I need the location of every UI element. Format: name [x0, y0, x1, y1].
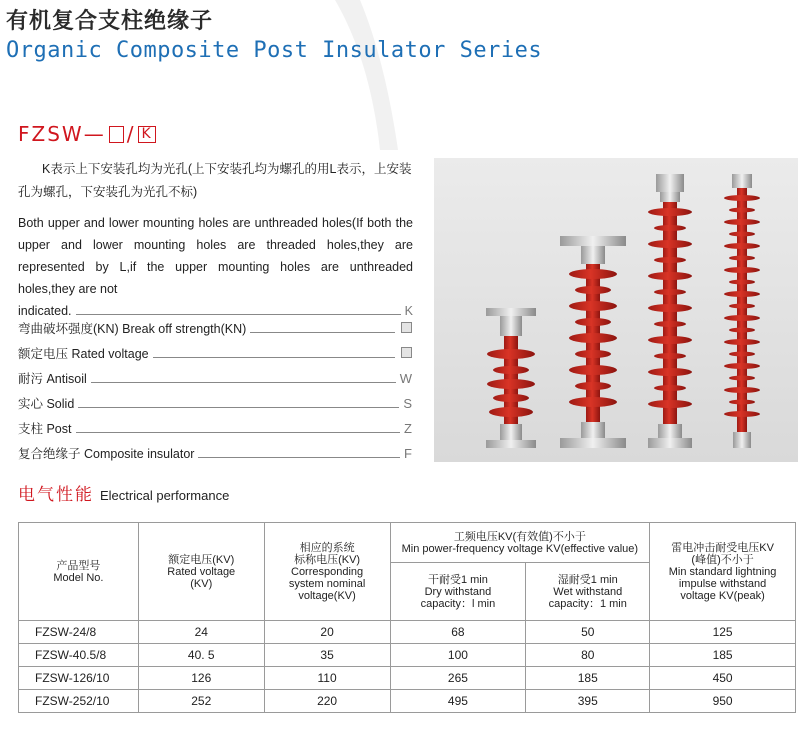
- description-en-last: indicated.: [18, 304, 72, 318]
- leader-line: [250, 332, 395, 333]
- spec-label: 复合绝缘子 Composite insulator: [18, 447, 195, 461]
- table-row: [19, 690, 796, 713]
- header-dry-withstand: 干耐受1 min Dry withstand capacity：l min: [390, 563, 526, 621]
- page-title-en: Organic Composite Post Insulator Series: [6, 38, 543, 63]
- model-code-suffix: K: [138, 126, 155, 143]
- page-title-cn: 有机复合支柱绝缘子: [6, 9, 214, 34]
- cell-model: FZSW-24/8: [19, 621, 139, 644]
- placeholder-box-icon: [401, 347, 412, 358]
- insulator-medium: [560, 236, 626, 448]
- leader-line: [76, 432, 401, 433]
- model-code-designation: [18, 122, 156, 146]
- table-header-row: [19, 523, 796, 563]
- cell-wet: 80: [526, 644, 650, 667]
- leader-line: [91, 382, 396, 383]
- electrical-title-en: Electrical performance: [100, 488, 230, 503]
- header-wet-withstand: 湿耐受1 min Wet withstand capacity：1 min: [526, 563, 650, 621]
- cell-rated: 40. 5: [138, 644, 264, 667]
- cell-dry: 100: [390, 644, 526, 667]
- model-code-prefix: FZSW: [18, 122, 84, 146]
- cell-dry: 265: [390, 667, 526, 690]
- cell-system: 35: [264, 644, 390, 667]
- leader-line: [76, 314, 401, 315]
- spec-label: 额定电压 Rated voltage: [18, 347, 149, 361]
- insulator-small: [486, 308, 536, 448]
- cell-model: FZSW-126/10: [19, 667, 139, 690]
- description-en: [18, 212, 413, 322]
- model-code-slash: /: [126, 122, 136, 146]
- spec-label: 弯曲破坏强度(KN) Break off strength(KN): [18, 322, 247, 336]
- insulators-illustration: [434, 158, 798, 462]
- cell-model: FZSW-252/10: [19, 690, 139, 713]
- header-power-frequency: 工频电压KV(有效值)不小于 Min power-frequency voltage KV(effective value): [390, 523, 650, 563]
- electrical-title-cn: 电气性能: [18, 485, 94, 504]
- spec-label: 实心 Solid: [18, 397, 75, 411]
- cell-model: FZSW-40.5/8: [19, 644, 139, 667]
- table-row: [19, 621, 796, 644]
- product-photo: [434, 158, 798, 462]
- insulator-tallest: [724, 174, 760, 448]
- header-rated-voltage: 额定电压(KV) Rated voltage (KV): [138, 523, 264, 621]
- table-row: [19, 644, 796, 667]
- cell-dry: 495: [390, 690, 526, 713]
- spec-code: F: [404, 446, 412, 461]
- model-code-dash: —: [83, 122, 106, 146]
- cell-lightning: 950: [650, 690, 796, 713]
- description-en-text: Both upper and lower mounting holes are unthreaded holes(If both the upper and lower mounting holes are threaded holes,they are represented by L,if the upper mounting holes are unthreaded holes,they are not: [18, 216, 413, 296]
- cell-lightning: 125: [650, 621, 796, 644]
- spec-label: 耐污 Antisoil: [18, 372, 87, 386]
- spec-row-break-strength: [18, 319, 412, 337]
- header-system-voltage: 相应的系统 标称电压(KV) Corresponding system nominal voltage(KV): [264, 523, 390, 621]
- leader-line: [78, 407, 399, 408]
- cell-wet: 395: [526, 690, 650, 713]
- cell-wet: 185: [526, 667, 650, 690]
- spec-code: W: [399, 371, 412, 386]
- cell-rated: 24: [138, 621, 264, 644]
- table-row: [19, 667, 796, 690]
- cell-lightning: 450: [650, 667, 796, 690]
- description-cn-text: K表示上下安装孔均为光孔(上下安装孔均为螺孔的用L表示，上安装孔为螺孔，下安装孔为光孔不标): [18, 162, 412, 199]
- placeholder-box-icon: [401, 322, 412, 333]
- cell-dry: 68: [390, 621, 526, 644]
- spec-row-composite: [18, 444, 412, 462]
- insulator-tall: [648, 174, 692, 448]
- placeholder-box-icon: [109, 126, 124, 143]
- header-model: 产品型号 Model No.: [19, 523, 139, 621]
- cell-lightning: 185: [650, 644, 796, 667]
- spec-row-rated-voltage: [18, 344, 412, 362]
- spec-row-solid: [18, 394, 412, 412]
- electrical-performance-heading: [18, 480, 229, 505]
- header-lightning-impulse: 雷电冲击耐受电压KV (峰值)不小于 Min standard lightning impulse withstand voltage KV(peak): [650, 523, 796, 621]
- electrical-performance-table: [18, 522, 796, 713]
- spec-label: 支柱 Post: [18, 422, 72, 436]
- cell-system: 220: [264, 690, 390, 713]
- cell-wet: 50: [526, 621, 650, 644]
- background-brush-decoration: [330, 0, 400, 150]
- description-cn: [18, 158, 413, 204]
- leader-line: [198, 457, 400, 458]
- spec-row-post: [18, 419, 412, 437]
- spec-row-antisoil: [18, 369, 412, 387]
- spec-code: S: [403, 396, 412, 411]
- cell-system: 20: [264, 621, 390, 644]
- description-code: K: [404, 304, 413, 318]
- spec-code: Z: [404, 421, 412, 436]
- cell-rated: 252: [138, 690, 264, 713]
- cell-system: 110: [264, 667, 390, 690]
- leader-line: [153, 357, 395, 358]
- cell-rated: 126: [138, 667, 264, 690]
